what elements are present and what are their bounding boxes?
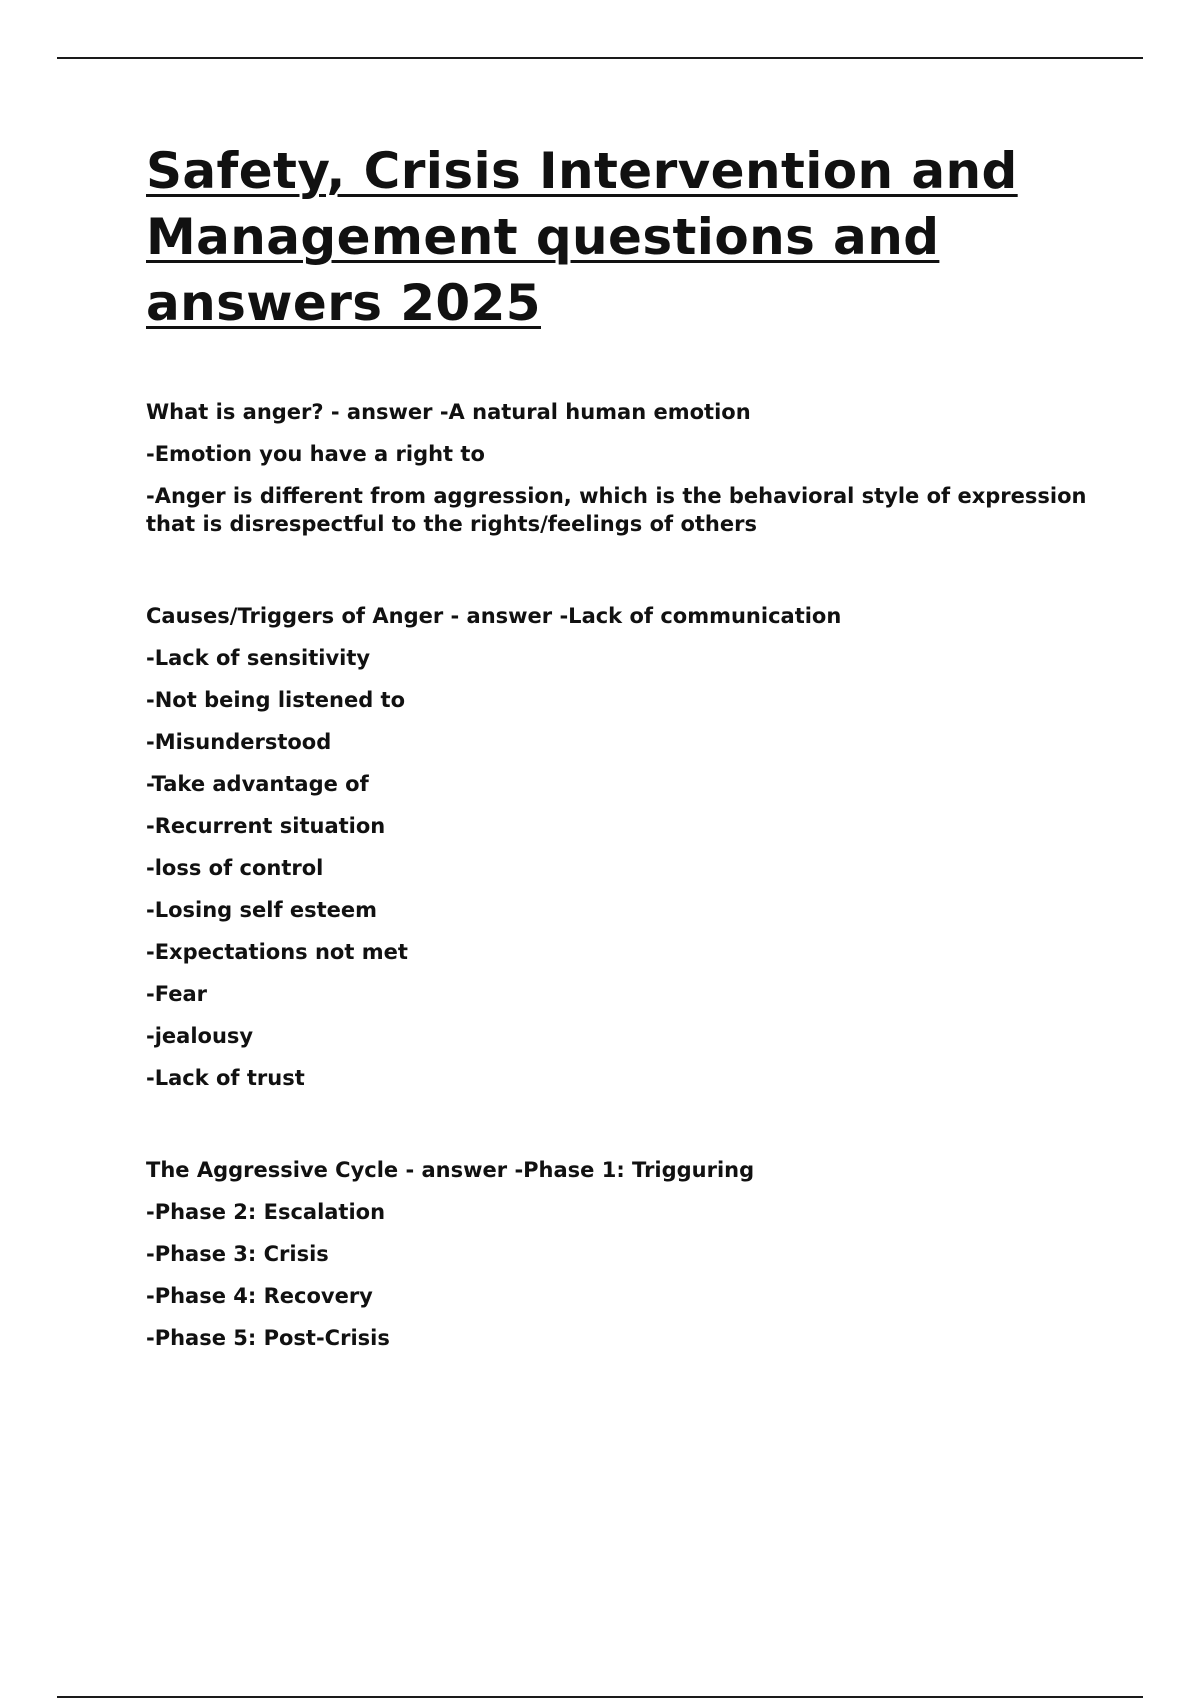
title-line: Management questions and — [146, 208, 940, 266]
answer-line: -Misunderstood — [146, 730, 332, 754]
answer-line: -jealousy — [146, 1024, 254, 1048]
answer-line: -Lack of sensitivity — [146, 646, 371, 670]
answer-line: -Recurrent situation — [146, 814, 386, 838]
answer-line: -Losing self esteem — [146, 898, 378, 922]
answer-line: -Fear — [146, 982, 207, 1006]
question-line: The Aggressive Cycle - answer -Phase 1: Trigguring — [146, 1158, 755, 1182]
answer-line: -Phase 3: Crisis — [146, 1242, 329, 1266]
question-line: Causes/Triggers of Anger - answer -Lack of communication — [146, 604, 842, 628]
question-line: What is anger? - answer -A natural human emotion — [146, 400, 751, 424]
qa-block-causes — [146, 602, 1106, 1092]
answer-line: -Anger is different from aggression, which is the behavioral style of expression that is disrespectful to the rights/feelings of others — [146, 484, 1087, 536]
document-title — [146, 138, 1106, 336]
document-body — [146, 138, 1106, 1352]
answer-line: -Phase 4: Recovery — [146, 1284, 373, 1308]
answer-line: -Take advantage of — [146, 772, 369, 796]
answer-line: -Not being listened to — [146, 688, 406, 712]
answer-line: -Phase 2: Escalation — [146, 1200, 386, 1224]
footer-rule — [57, 1696, 1143, 1698]
title-line: Safety, Crisis Intervention and — [146, 142, 1018, 200]
answer-line: -Emotion you have a right to — [146, 442, 485, 466]
answer-line: -Lack of trust — [146, 1066, 305, 1090]
answer-line: -Expectations not met — [146, 940, 408, 964]
answer-line: -Phase 5: Post-Crisis — [146, 1326, 390, 1350]
qa-block-anger — [146, 398, 1106, 538]
header-rule — [57, 57, 1143, 59]
answer-line: -loss of control — [146, 856, 324, 880]
qa-block-aggressive-cycle — [146, 1156, 1106, 1352]
title-line: answers 2025 — [146, 274, 541, 332]
